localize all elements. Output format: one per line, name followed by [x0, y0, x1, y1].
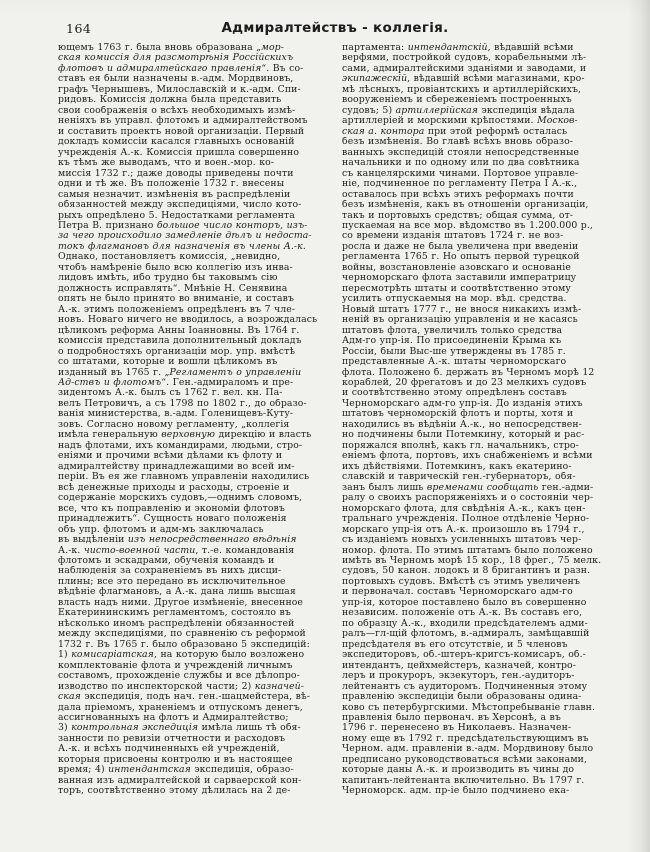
text-line: росла и даже не была увеличена при введеніи [342, 241, 579, 252]
text-line: самыя незначит. измѣненія въ распредѣленіи [58, 189, 291, 200]
text-line: ралу о своихъ распоряженіяхъ и о состояніи чер- [342, 493, 594, 504]
text-line: свои соображенія о всѣхъ необходимыхъ измѣ- [58, 105, 296, 116]
text-line: въ выдѣленіи изъ непосредственнаго вѣдѣнія [58, 535, 297, 546]
text-line: лидовъ имѣть, ибо трудно бы таковымъ сію [58, 273, 278, 284]
italic-run: комисаріатская [71, 650, 154, 661]
text-line: морскаго упр-ія отъ А.-к. произошло въ 1794 г., [342, 524, 585, 535]
text-line: комплектованіе флота и учрежденій личнымъ [58, 660, 293, 671]
text-line: обязанностей между экспедиціями, число кото- [58, 200, 302, 211]
text-line: 3) контрольная экспедиція имѣла лишь тѣ обя- [58, 723, 301, 734]
text-line: войны, возстановленіе азовскаго и основаніе [342, 262, 571, 273]
text-line: Ад-ствъ и флотомъ“. Ген.-адмираломъ и пре- [58, 378, 294, 388]
text-line: зидентомъ А.-к. былъ съ 1762 г. вел. кн. Па- [58, 388, 283, 399]
text-line: опять не было принято во вниманіе, и составъ [58, 294, 294, 305]
text-line: находились въ вѣдѣніи А.-к., но непосредствен- [342, 419, 582, 430]
text-line: и составить проектъ новой организаціи. Первый [58, 126, 305, 137]
text-line: Петра В. признано большое число конторъ, изъ- [58, 220, 308, 231]
text-line: правленію экспедиціи были образованы одина- [342, 692, 582, 703]
text-line: велъ Петровичъ, а съ 1798 по 1802 г., до образо- [58, 398, 307, 409]
italic-run: чисто-военной части [83, 545, 196, 556]
text-line: періи. Въ ея же главномъ управленіи находились [58, 472, 310, 483]
text-line: содержаніе морскихъ судовъ,—однимъ словомъ, [58, 493, 303, 504]
italic-run: большое число конторъ, изъ- [156, 220, 308, 231]
italic-run: мор- [261, 43, 284, 53]
italic-run: казначей- [254, 681, 304, 692]
italic-run: ская а. контора [342, 126, 425, 137]
text-line: ассигнованныхъ на флотъ и Адмиралтейство; [58, 713, 289, 723]
text-column-left [58, 43, 328, 797]
text-line: безъ измѣненія. Во главѣ всѣхъ вновь образо- [342, 137, 574, 148]
text-line: зовъ. Согласно новому регламенту, „коллегія [58, 419, 290, 430]
text-line: номор. флота. По этимъ штатамъ было положено [342, 545, 593, 556]
text-line: артиллеріей и морскими крѣпостями. Москов- [342, 116, 578, 127]
text-line: неній въ организацію управленія и не касаясь [342, 315, 578, 326]
italic-run: верховную [161, 430, 216, 441]
italic-run: флотовъ и адмиралтейскаго правленія [58, 63, 262, 74]
text-line: изданный въ 1765 г. „Регламентъ о управленіи [58, 367, 302, 378]
text-line: интендантъ, цейхмейстеръ, казначей, контро- [342, 660, 576, 671]
text-line: ская а. контора при этой реформѣ осталась [342, 126, 568, 137]
text-line: всѣ денежные приходы и расходы, строеніе и [58, 482, 290, 493]
text-line: предсѣдателя въ его отсутствіе, и 5 членовъ [342, 639, 568, 650]
text-line: мѣ лѣсныхъ, провіантскихъ и артиллерійскихъ, [342, 84, 582, 95]
italic-run: Ад-ствъ и флотомъ [58, 378, 162, 388]
text-line: лейтенантъ съ аудиторомъ. Подчиненныя этому [342, 681, 588, 692]
text-line: время; 4) интендантская экспедиція, образо- [58, 765, 294, 776]
italic-run: артиллерійская [395, 105, 479, 116]
text-line: занности по ревизіи отчетности и расходовъ [58, 733, 286, 744]
page-header [58, 20, 612, 38]
text-line: докладъ комиссіи касался главныхъ основаній [58, 137, 295, 148]
text-line: власть надъ ними. Другое измѣненіе, внесенное [58, 597, 304, 608]
text-line: съ канцелярскими чинами. Портовое управле- [342, 168, 579, 179]
italic-run: ская комиссія для разсмотрѣнія Россійскихъ [58, 53, 294, 64]
text-line: судовъ; 5) артиллерійская экспедиція вѣдала [342, 105, 575, 116]
text-line: леръ и прокуроръ, экзекуторъ, ген.-аудиторъ- [342, 671, 575, 682]
text-line: по образцу А.-к., входили предсѣдателемъ адми- [342, 618, 588, 629]
text-line: адмиралтейству принадлежащими во всей им- [58, 461, 295, 472]
text-line [58, 242, 328, 252]
text-line: портовыхъ судовъ. Вмѣстѣ съ этимъ увеличенъ [342, 576, 580, 587]
text-line: Новый штатъ 1777 г., не внося никакихъ измѣ- [342, 304, 582, 315]
text-line: къ тѣмъ же выводамъ, что и воен.-мор. ко- [58, 158, 275, 169]
text-line: экспедиторовъ, об.-штеръ-кригсъ-комисаръ, об.- [342, 650, 586, 661]
italic-run: контрольная экспедиція [71, 723, 199, 734]
italic-run: интендантскій [407, 43, 488, 53]
text-line: А.-к. и всѣхъ подчиненныхъ ей учрежденій, [58, 744, 280, 755]
text-line: составомъ, прохожденіе службы и все дѣлопро- [58, 671, 300, 682]
text-body [58, 43, 612, 797]
text-line: ванія министерства, в.-адм. Голенищевъ-Куту- [58, 409, 294, 420]
text-line: 1) комисаріатская, на которую было возложено [58, 650, 305, 661]
text-line: ющемъ 1763 г. была вновь образована „мор- [58, 43, 284, 53]
text-line: оставалось при всѣхъ этихъ реформахъ почти [342, 189, 574, 200]
text-line: усилить отпускаемыя на мор. вѣд. средства. [342, 294, 567, 305]
text-line: штатовъ черноморскій флотъ и порты, хотя и [342, 409, 574, 420]
text-line [58, 231, 328, 241]
text-line: флотовъ и адмиралтейскаго правленія“. Въ со- [58, 63, 304, 74]
text-line: неніяхъ въ управл. флотомъ и адмиралтействомъ [58, 116, 308, 127]
text-line: которыя присвоены контролю и въ настоящее [58, 754, 293, 765]
text-line: учрежденія А.-к. Комиссія пришла совершенно [58, 147, 300, 158]
text-line: А.-к. этимъ положеніемъ опредѣленъ въ 7 чле- [58, 304, 296, 315]
italic-run: за чего происходило замедленіе дѣлъ и недоста- [58, 231, 312, 242]
text-line: новъ. Новаго ничего не вводилось, а возрождалась [58, 315, 318, 326]
italic-run: ская [58, 692, 81, 703]
text-line: Черноморск. адм. пр-іе было подчинено ека- [342, 786, 570, 797]
text-line: флотомъ и эскадрами, обученія командъ и [58, 555, 275, 566]
text-line: ридовъ. Комиссія должна была представить [58, 95, 282, 106]
text-line: принадлежитъ“. Сущность новаго положенія [58, 514, 287, 525]
text-line: ставъ ея были назначены в.-адм. Мордвиновъ, [58, 74, 294, 85]
text-line: чтобъ намѣреніе было всю коллегію изъ инва- [58, 262, 293, 273]
italic-run: изъ непосредственнаго вѣдѣнія [127, 535, 297, 546]
text-line: безъ измѣненія, какъ въ отношеніи организаціи, [342, 200, 589, 211]
text-line: вѣдѣніе флагмановъ, а А.-к. дана лишь высшая [58, 587, 296, 598]
text-line: ніе, подчиненное по регламенту Петра I А.-к., [342, 179, 578, 190]
text-line: Однако, постановляетъ комиссія, „невидно, [58, 252, 281, 263]
text-line: Россіи, были Выс-ше утверждены въ 1785 г. [342, 346, 566, 357]
text-line: правленія было первонач. въ Херсонѣ, а въ [342, 713, 561, 723]
text-line: Черноморскаго адм-го упр-ія. До изданія этихъ [342, 398, 583, 409]
text-line: Екатерининскимъ регламентомъ, состояло въ [58, 608, 291, 619]
text-line: поряжался вполнѣ, какъ гл. начальникъ, стро- [342, 440, 579, 451]
text-line: ково съ петербургскими. Мѣстопребываніе главн. [342, 702, 596, 713]
text-line: графъ Чернышевъ, Милославскій и к.-адм. Спи- [58, 84, 301, 95]
italic-run: токъ флагмановъ для назначенія въ члены А.-к. [58, 241, 306, 252]
text-line: тральнаго учрежденія. Полное отдѣленіе Черно- [342, 514, 590, 525]
text-line: и соотвѣтственно этому опредѣленъ составъ [342, 388, 567, 399]
text-line: такъ и портовыхъ средствъ; общая сумма, от- [342, 210, 574, 221]
text-line: съ изданіемъ новыхъ усиленныхъ штатовъ чер- [342, 535, 582, 546]
text-line: ванныхъ экспедицій стояли непосредственные [342, 147, 580, 158]
text-line: но подчинены были Потемкину, который и рас- [342, 430, 585, 441]
text-line: со штатами, которые и вошли цѣликомъ въ [58, 357, 278, 368]
page-number: 164 [66, 21, 92, 36]
text-line: вооруженіемъ и сбереженіемъ построенныхъ [342, 95, 572, 106]
text-line: штатовъ флота, увеличилъ только средства [342, 325, 563, 336]
text-line: цѣликомъ реформа Анны Іоанновны. Въ 1764 г. [58, 325, 300, 336]
text-line: должность исправлять“. Мнѣніе Н. Сенявина [58, 283, 288, 294]
text-line: между экспедиціями, по сравненію съ реформой [58, 629, 306, 640]
text-line: еніями и прочими всѣми дѣлами къ флоту и [58, 451, 283, 462]
text-line: рыхъ опредѣлено 5. Недостатками регламента [58, 210, 295, 221]
text-line: плины; все это передано въ исключительное [58, 576, 286, 587]
text-line: партамента: интендантскій, вѣдавшій всѣми [342, 43, 574, 53]
page-title: Адмиралтействъ - коллегія. [221, 20, 449, 36]
italic-run: Москов- [537, 116, 578, 127]
text-line: номорскаго флота, для свѣдѣнія А.-к., какъ цен- [342, 503, 586, 514]
text-line: верфями, постройкой судовъ, корабельными лѣ- [342, 53, 587, 64]
text-line: миссія 1732 г.; даже доводы приведены почти [58, 168, 294, 179]
text-column-right [342, 43, 612, 797]
text-line: о подробностяхъ организаціи мор. упр. вмѣстѣ [58, 346, 296, 357]
text-line: ралъ—гл-щій флотомъ, в.-адмиралъ, замѣщавшій [342, 629, 590, 640]
text-line: представленные А.-к. штаты черноморскаго [342, 357, 567, 368]
text-line: дала пріемомъ, храненіемъ и отпускомъ денегъ, [58, 702, 303, 713]
text-line: предписано руководствоваться всѣми законами, [342, 754, 588, 765]
text-line: кораблей, 20 фрегатовъ и до 23 мелкихъ судовъ [342, 378, 587, 388]
text-line: независим. положеніе отъ А.-к. Въ составъ его, [342, 608, 583, 619]
text-line: пускаемая на все мор. вѣдомство въ 1.200.000 р., [342, 220, 593, 231]
text-line: нѣсколько иномъ распредѣленіи обязанностей [58, 618, 295, 629]
text-line: ихъ дѣйствіями. Потемкинъ, какъ екатерино- [342, 461, 572, 472]
text-line: комиссія представила дополнительный докладъ [58, 336, 302, 347]
text-line: Адм-го упр-ія. По присоединеніи Крыма къ [342, 336, 562, 347]
text-line: занъ былъ лишь временами сообщать ген.-адми- [342, 482, 594, 493]
italic-run: экипажескій [342, 74, 408, 85]
text-line: наблюденія за сохраненіемъ въ нихъ дисци- [58, 566, 282, 577]
text-line: со времени изданія штатовъ 1724 г. не воз- [342, 231, 564, 242]
text-line: торъ, соотвѣтственно этому дѣлилась на 2 де- [58, 786, 291, 797]
text-line: еніемъ флота, портовъ, ихъ снабженіемъ и всѣми [342, 451, 593, 462]
text-line: упр-ія, которое поставлено было въ совершенно [342, 597, 587, 608]
text-line: все, что къ поправленію и экономіи флотовъ [58, 503, 285, 514]
text-line: регламента 1765 г. Но опытъ первой турецкой [342, 252, 580, 263]
text-line: Черном. адм. правленіи в.-адм. Мордвинову было [342, 744, 594, 755]
italic-run: Регламентъ о управленіи [169, 367, 302, 378]
text-line: ному еще въ 1792 г. предсѣдательствующимъ въ [342, 733, 589, 744]
text-line: славскій и таврическій ген.-губернаторъ, обя- [342, 472, 576, 483]
text-line: ванная изъ адмиралтейской и сарваерской кон- [58, 775, 302, 786]
text-line: капитанъ-лейтенанта включительно. Въ 1797 г. [342, 775, 585, 786]
italic-run: интендантская [108, 765, 191, 776]
text-line: надъ флотами, ихъ командирами, людьми, стро- [58, 440, 303, 451]
text-line: которые даны А.-к. и производить въ чины до [342, 765, 575, 776]
text-line: сами, адмиралтейскими зданіями и заводами, и [342, 63, 587, 74]
text-line: ская экспедиція, подъ нач. ген.-шацмейстера, вѣ- [58, 692, 310, 703]
text-line: А.-к. чисто-военной части, т.-е. командованія [58, 545, 295, 556]
text-line: одни и тѣ же. Въ положеніе 1732 г. внесены [58, 179, 285, 190]
text-line: 1732 г. Въ 1765 г. было образовано 5 экспедицій: [58, 639, 310, 650]
text-line: имѣть въ Черномъ морѣ 15 кор., 18 фрег., 75 мелк. [342, 555, 602, 566]
text-line: пересмотрѣть штаты и соотвѣтственно этому [342, 283, 571, 294]
text-line: 1796 г. перенесено въ Николаевъ. Назначен- [342, 723, 572, 734]
text-line: объ упр. флотомъ и адм-мъ заключалась [58, 524, 264, 535]
text-line [58, 53, 328, 63]
text-line: флота. Положено б. держать въ Черномъ морѣ 12 [342, 367, 595, 378]
text-line: имѣла генеральную верховную дирекцію и власть [58, 430, 312, 441]
text-line: судовъ, 50 канон. лодокъ и 8 бригантинъ и разн. [342, 566, 591, 577]
text-line: экипажескій, вѣдавшій всѣми магазинами, кро- [342, 74, 585, 85]
text-line: черноморскаго флота заставили императрицу [342, 273, 577, 284]
italic-run: временами сообщать [426, 482, 539, 493]
text-line: и первоначал. составъ Черноморскаго адм-го [342, 587, 573, 598]
text-line: изводство по инспекторской части; 2) казначей- [58, 681, 304, 692]
text-line: начальники и по одному или по два совѣтника [342, 158, 580, 169]
